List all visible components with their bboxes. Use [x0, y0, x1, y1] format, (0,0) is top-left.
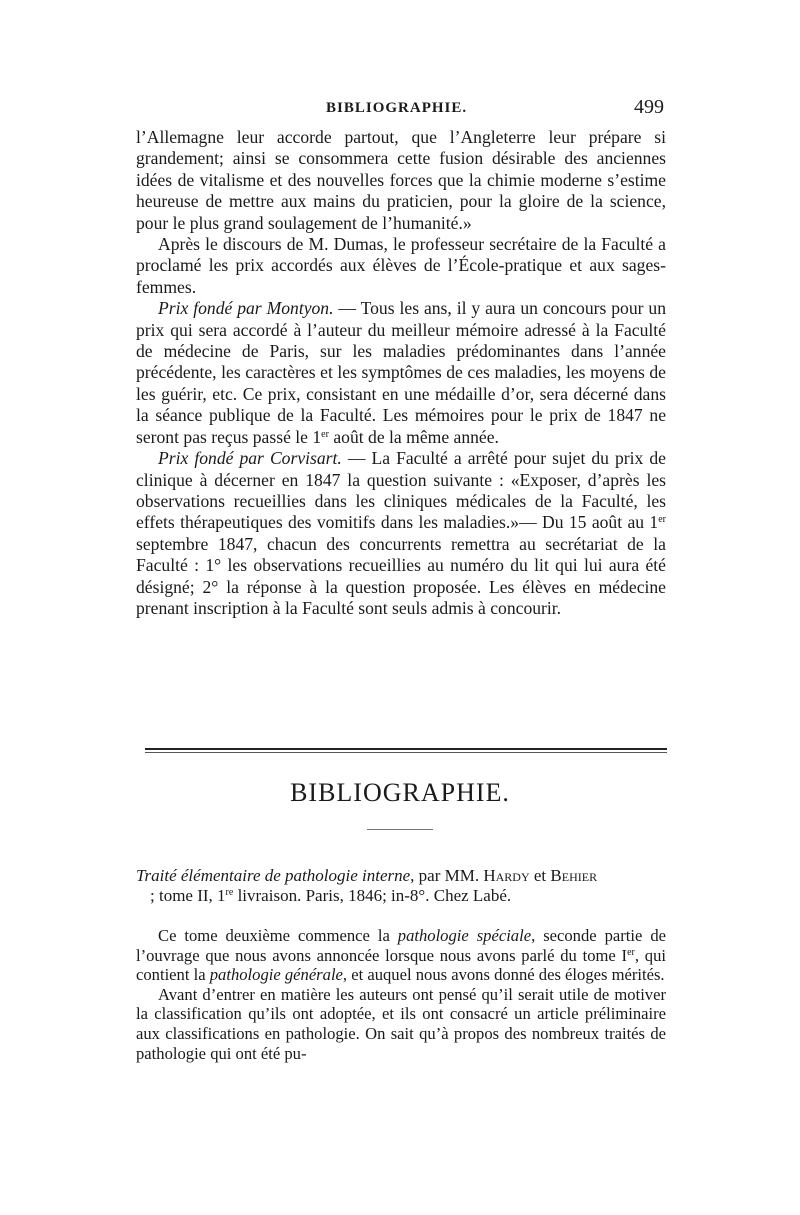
corvisart-text-end: septembre 1847, chacun des concurrents remettra au secrétariat de la Faculté : 1° les observations recueillies au numéro du lit qui lui aura été désigné; 2° la réponse à la question proposée. Les élèves en médecine prenant inscription à la Faculté sont seuls admis à concourir.: [136, 533, 666, 618]
paragraph-prix-montyon: [136, 298, 666, 448]
italic-term: pathologie spéciale: [397, 926, 532, 945]
book-reference-details: [136, 886, 666, 906]
corvisart-text: — La Faculté a arrêté pour sujet du prix de clinique à décerner en 1847 la question suivante : «Exposer, d’après les observations recueillies dans les cliniques médicales de la Faculté, les effets thérapeutiques des vomitifs dans les maladies.»— Du 15 août au 1: [136, 448, 666, 533]
author-behier: Behier: [550, 866, 598, 885]
paragraph-prix-corvisart: [136, 448, 666, 619]
paragraph-dumas: Après le discours de M. Dumas, le professeur secrétaire de la Faculté a proclamé les prix accordés aux élèves de l’École-pratique et aux sages-femmes.: [136, 234, 666, 297]
upper-text-block: [136, 127, 666, 619]
section-divider: [145, 748, 667, 753]
review-text-c: , qui contient la: [136, 945, 666, 985]
review-text-d: , et auquel nous avons donné des éloges mérités.: [342, 965, 665, 985]
superscript: re: [225, 887, 234, 898]
review-paragraph-1: [136, 926, 666, 985]
running-title: BIBLIOGRAPHIE.: [326, 100, 468, 116]
review-text: [136, 926, 666, 1063]
superscript: er: [321, 428, 329, 440]
book-title: Traité élémentaire de pathologie interne: [136, 866, 411, 885]
details-text: ; tome II, 1: [150, 886, 226, 905]
section-heading: BIBLIOGRAPHIE.: [290, 778, 510, 807]
review-text-b: , seconde partie de l’ouvrage que nous avons annoncée lorsque nous avons parlé du tome I: [136, 926, 666, 965]
paragraph-continuation: l’Allemagne leur accorde partout, que l’Angleterre leur prépare si grandement; ainsi se consommera cette fusion désirable des anciennes idées de vitalisme et des nouvelles forces que la chimie moderne s’estime heureuse de mettre aux mains du praticien, pour la gloire de la science, pour le plus grand soulagement de l’humanité.»: [136, 127, 666, 233]
montyon-text-end: août de la même année.: [328, 426, 499, 447]
prize-title-montyon: Prix fondé par Montyon.: [158, 298, 334, 319]
book-reference: [136, 866, 666, 906]
heading-underline: [367, 829, 433, 830]
review-paragraph-2: Avant d’entrer en matière les auteurs ont pensé qu’il serait utile de motiver la classification qu’ils ont adoptée, et ils ont consacré un article préliminaire aux classifications en pathologie. On sait qu’à propos des nombreux traités de pathologie qui ont été pu-: [136, 984, 666, 1063]
authors-prefix: , par MM.: [410, 866, 484, 885]
review-text-a: Ce tome deuxième commence la: [158, 926, 398, 945]
superscript: er: [627, 946, 635, 958]
page-number: 499: [634, 96, 664, 118]
bibliography-block: [136, 866, 666, 1063]
prize-title-corvisart: Prix fondé par Corvisart.: [158, 448, 342, 469]
montyon-text: — Tous les ans, il y aura un concours pour un prix qui sera accordé à l’auteur du meilleur mémoire adressé à la Faculté de médecine de Paris, sur les maladies prédominantes dans l’année précédente, les caractères et les symptômes de ces maladies, les moyens de les guérir, etc. Ce prix, consistant en une médaille d’or, sera décerné dans la séance publique de la Faculté. Les mémoires pour le prix de 1847 ne seront pas reçus passé le 1: [136, 298, 667, 447]
running-head: [136, 96, 666, 126]
author-join: et: [529, 866, 551, 885]
italic-term: pathologie générale: [209, 965, 343, 985]
details-text-end: livraison. Paris, 1846; in-8°. Chez Labé.: [233, 886, 512, 905]
author-hardy: Hardy: [483, 866, 530, 885]
superscript: er: [658, 514, 666, 526]
